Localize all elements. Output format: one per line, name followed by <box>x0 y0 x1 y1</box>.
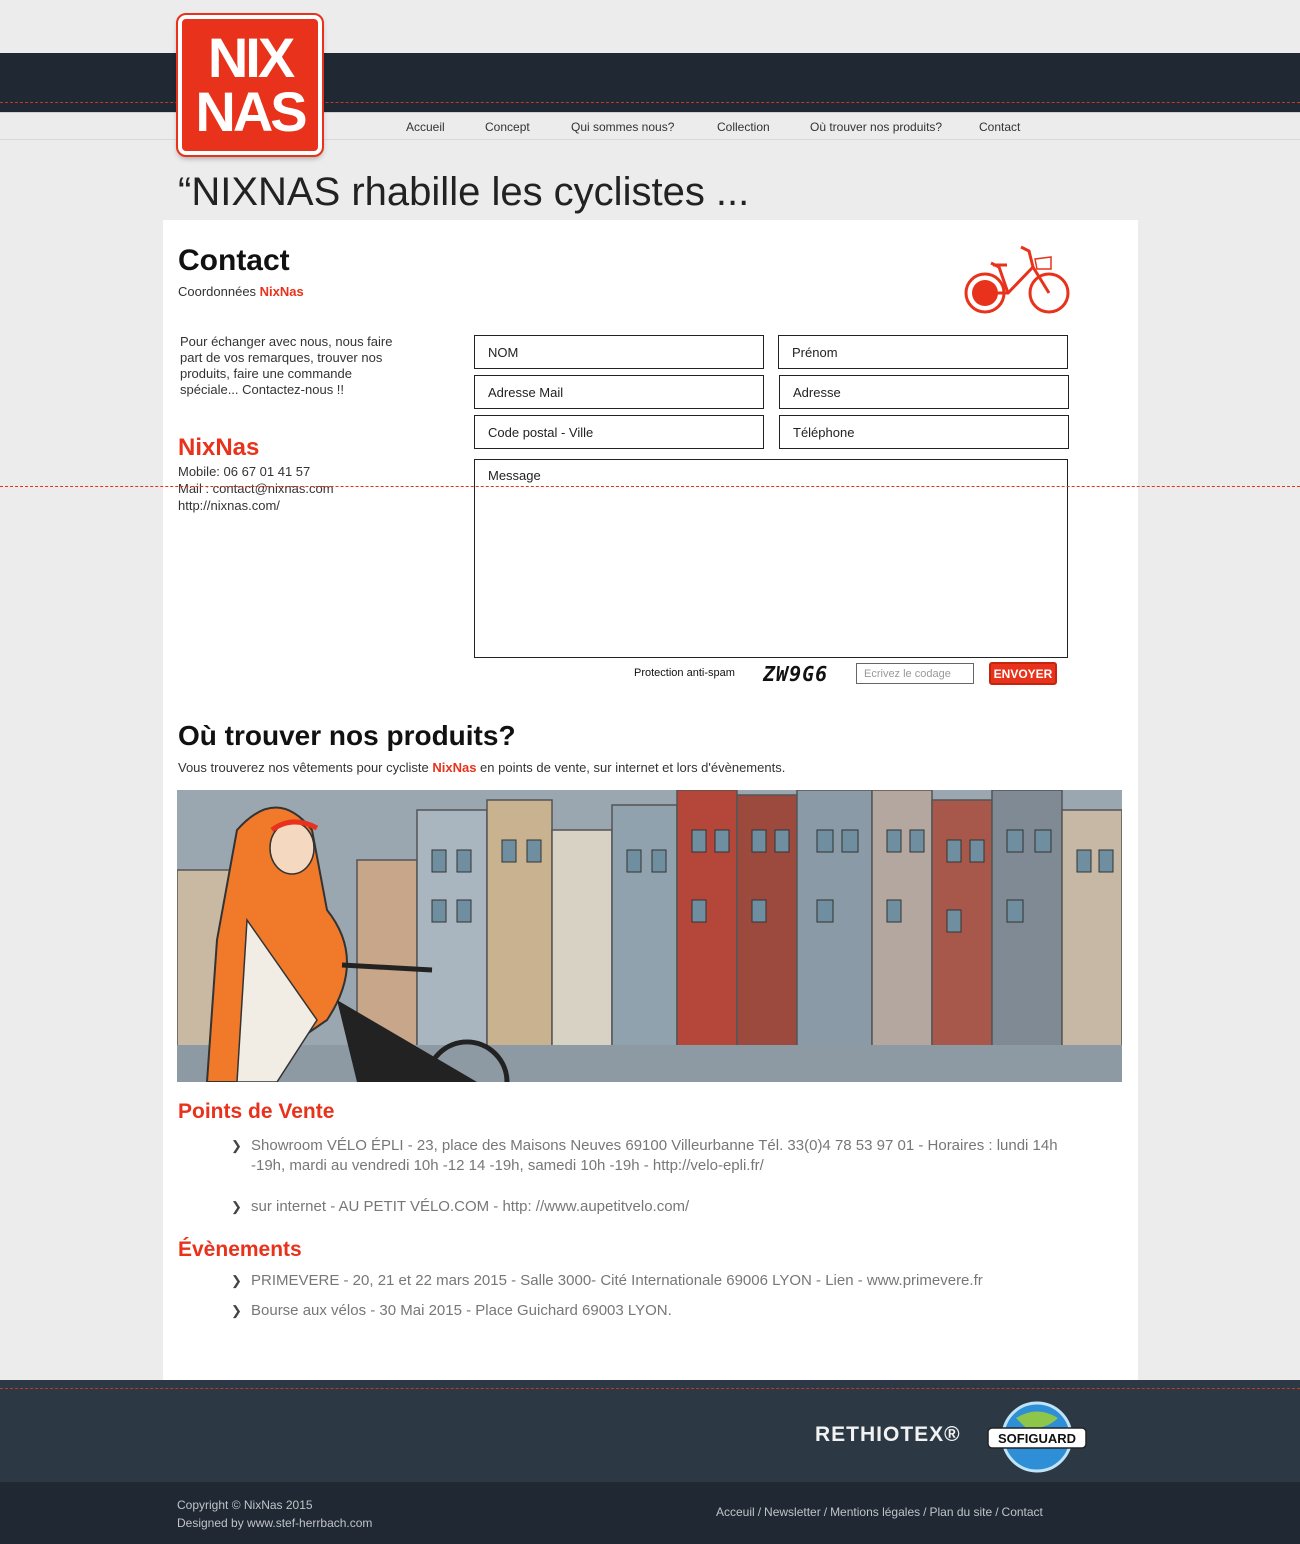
adresse-field[interactable] <box>779 375 1069 409</box>
footer-link-plan[interactable]: Plan du site <box>929 1505 993 1519</box>
footer-copyright <box>177 1496 372 1532</box>
copyright-text: Copyright © NixNas 2015 <box>177 1498 313 1512</box>
logo-line1: NIX <box>207 26 293 89</box>
cyclist-city-illustration <box>177 790 1122 1082</box>
main-nav <box>0 120 1300 136</box>
content-panel <box>163 220 1138 1380</box>
footer-links: Acceuil / Newsletter / Mentions légales / Plan du site / Contact <box>716 1505 1043 1519</box>
footer-link-acceuil[interactable]: Acceuil <box>716 1505 755 1519</box>
section-divider <box>0 486 1300 487</box>
captcha-input[interactable] <box>856 663 974 684</box>
chevron-right-icon: ❯ <box>231 1138 242 1153</box>
list-item <box>231 1136 1091 1176</box>
contact-subtitle-text: Coordonnées <box>178 284 260 299</box>
contact-mail[interactable]: Mail : contact@nixnas.com <box>178 481 334 496</box>
contact-title: Contact <box>178 244 290 277</box>
list-item <box>231 1271 1091 1291</box>
list-item-text: Showroom VÉLO ÉPLI - 23, place des Maisons Neuves 69100 Villeurbanne Tél. 33(0)4 78 53 97 01 - Horaires : lundi 14h -19h, mardi au vendredi 10h -12 14 -19h, samedi 10h -19h - http://velo-epli.fr/ <box>251 1137 1058 1174</box>
contact-web[interactable]: http://nixnas.com/ <box>178 498 280 513</box>
list-item-text: PRIMEVERE - 20, 21 et 22 mars 2015 - Salle 3000- Cité Internationale 69006 LYON - Lien - www.primevere.fr <box>251 1272 983 1289</box>
nav-accueil[interactable]: Accueil <box>406 120 445 134</box>
rethiotex-logo: RETHIOTEX® <box>815 1423 961 1446</box>
points-de-vente-title: Points de Vente <box>178 1100 335 1123</box>
contact-brand: NixNas <box>178 434 260 461</box>
where-subtitle-brand: NixNas <box>432 760 477 775</box>
contact-coordinates <box>178 463 334 514</box>
footer-partners <box>0 1380 1300 1482</box>
captcha-image: ZW9G6 <box>763 662 829 686</box>
email-field[interactable] <box>474 375 764 409</box>
code-postal-field[interactable] <box>474 415 764 449</box>
designed-by-text[interactable]: Designed by www.stef-herrbach.com <box>177 1516 373 1530</box>
footer-link-contact[interactable]: Contact <box>1001 1505 1043 1519</box>
nom-field[interactable] <box>474 335 764 369</box>
anti-spam-label: Protection anti-spam <box>634 667 735 679</box>
bicycle-icon <box>963 245 1073 317</box>
list-item <box>231 1197 1091 1217</box>
nav-collection[interactable]: Collection <box>717 120 770 134</box>
contact-subtitle <box>178 284 304 299</box>
list-item <box>231 1301 1091 1321</box>
list-item-text: Bourse aux vélos - 30 Mai 2015 - Place Guichard 69003 LYON. <box>251 1302 672 1319</box>
where-subtitle-suffix: en points de vente, sur internet et lors d'évènements. <box>476 760 786 775</box>
chevron-right-icon: ❯ <box>231 1303 242 1318</box>
where-title: Où trouver nos produits? <box>178 720 516 751</box>
contact-intro: Pour échanger avec nous, nous faire part de vos remarques, trouver nos produits, faire une commande spéciale... Contactez-nous !! <box>180 334 393 397</box>
evenements-title: Évènements <box>178 1238 302 1261</box>
chevron-right-icon: ❯ <box>231 1199 242 1214</box>
list-item-text[interactable]: sur internet - AU PETIT VÉLO.COM - http: //www.aupetitvelo.com/ <box>251 1198 690 1215</box>
footer-link-mentions[interactable]: Mentions légales <box>830 1505 921 1519</box>
sofiguard-logo <box>986 1400 1088 1474</box>
telephone-field[interactable] <box>779 415 1069 449</box>
prenom-field[interactable] <box>778 335 1068 369</box>
message-field[interactable] <box>474 459 1068 658</box>
sofiguard-text: SOFIGUARD <box>998 1431 1076 1446</box>
footer-link-newsletter[interactable]: Newsletter <box>764 1505 821 1519</box>
where-subtitle-prefix: Vous trouverez nos vêtements pour cycliste <box>178 760 433 775</box>
tagline: “NIXNAS rhabille les cyclistes ... <box>178 170 750 214</box>
nav-qui-sommes-nous[interactable]: Qui sommes nous? <box>571 120 675 134</box>
nav-concept[interactable]: Concept <box>485 120 530 134</box>
contact-subtitle-brand: NixNas <box>259 284 304 299</box>
nav-ou-trouver[interactable]: Où trouver nos produits? <box>810 120 943 134</box>
nav-contact[interactable]: Contact <box>979 120 1021 134</box>
logo-line2: NAS <box>195 80 305 143</box>
contact-mobile: Mobile: 06 67 01 41 57 <box>178 464 311 479</box>
chevron-right-icon: ❯ <box>231 1273 242 1288</box>
send-button[interactable]: ENVOYER <box>989 662 1057 685</box>
where-subtitle <box>178 760 785 775</box>
